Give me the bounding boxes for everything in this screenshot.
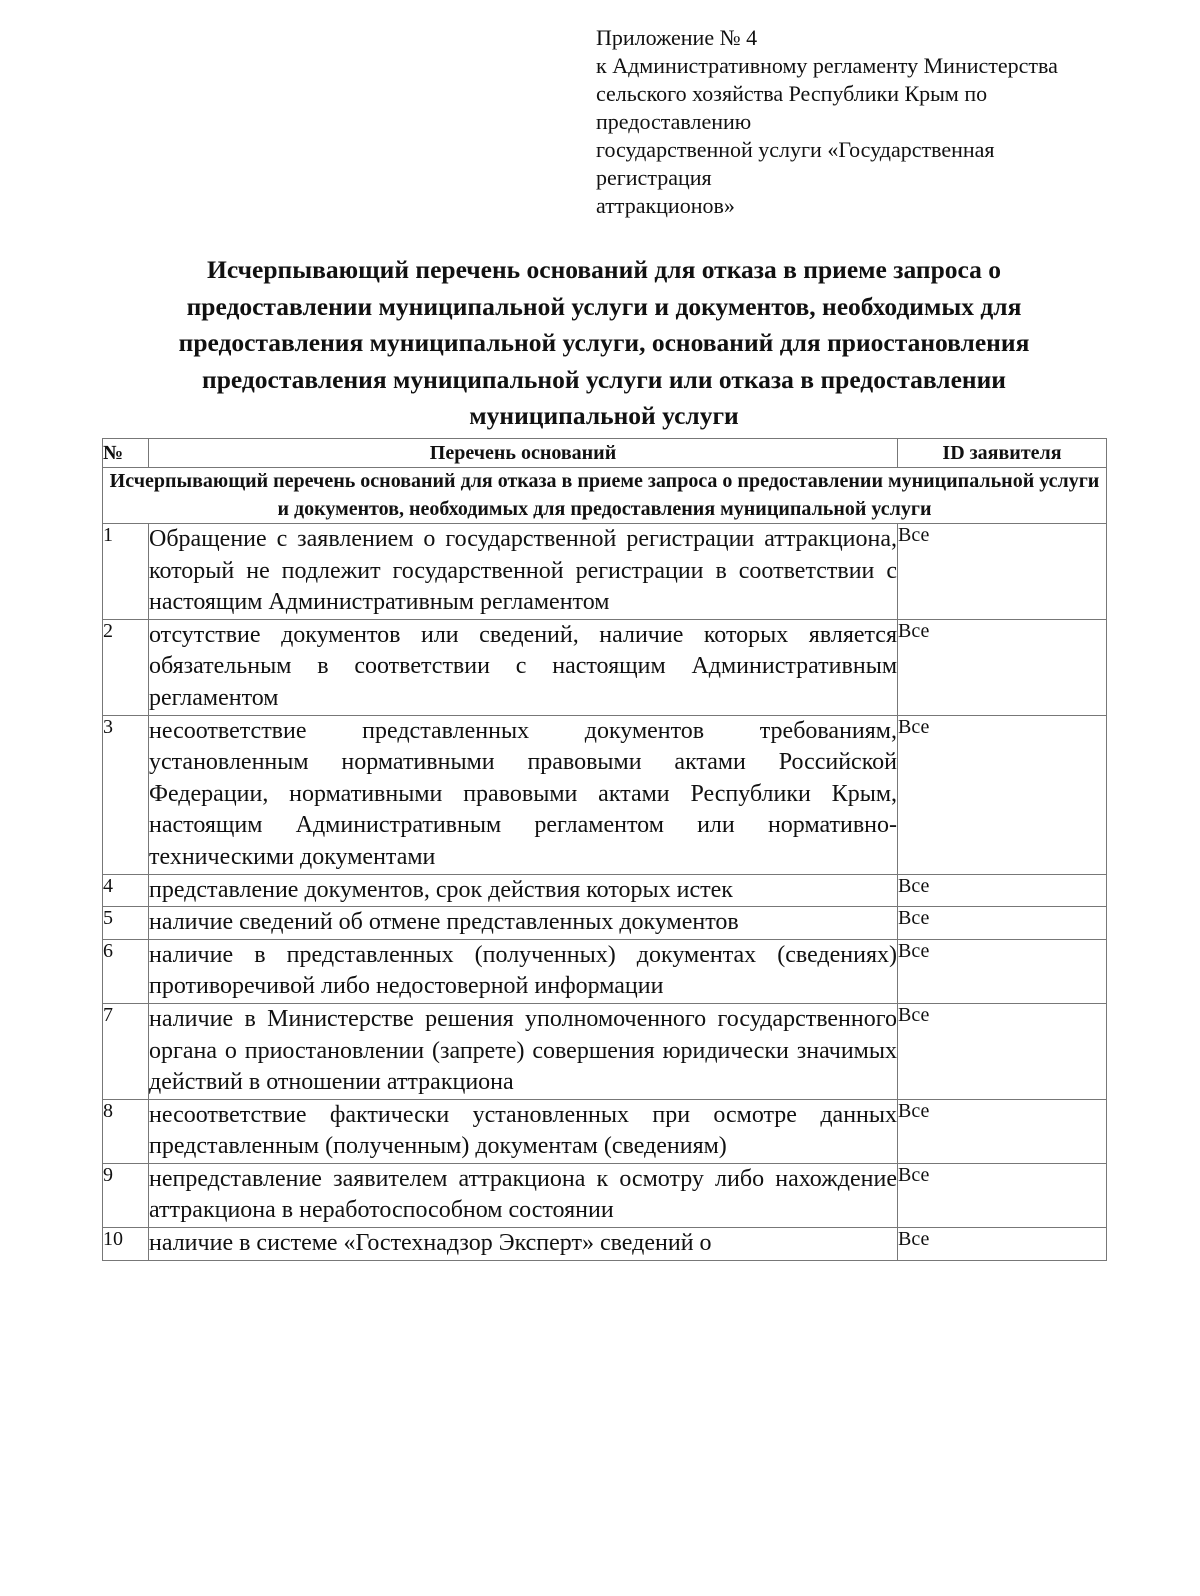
row-number: 6 <box>103 939 149 1003</box>
appendix-line: государственной услуги «Государственная <box>596 137 995 162</box>
table-row <box>103 874 1107 907</box>
appendix-note <box>596 24 1156 220</box>
title-line: предоставления муниципальной услуги или отказа в предоставлении <box>202 364 1006 394</box>
row-ground-text: несоответствие фактически установленных при осмотре данных представленным (полученным) документам (сведениям) <box>149 1099 898 1163</box>
section-title: Исчерпывающий перечень оснований для отказа в приеме запроса о предоставлении муниципальной услуги и документов, необходимых для предоставления муниципальной услуги <box>103 468 1107 524</box>
table-row <box>103 907 1107 940</box>
row-ground-text: отсутствие документов или сведений, наличие которых является обязательным в соответствии с настоящим Административным регламентом <box>149 619 898 715</box>
row-applicant-id: Все <box>898 619 1107 715</box>
row-number: 9 <box>103 1163 149 1227</box>
row-applicant-id: Все <box>898 1003 1107 1099</box>
appendix-line: к Административному регламенту Министерства <box>596 53 1058 78</box>
grounds-table <box>102 438 1107 1261</box>
row-applicant-id: Все <box>898 874 1107 907</box>
section-row <box>103 468 1107 524</box>
appendix-line: предоставлению <box>596 109 752 134</box>
row-applicant-id: Все <box>898 1099 1107 1163</box>
row-applicant-id: Все <box>898 1163 1107 1227</box>
title-line: муниципальной услуги <box>469 401 739 430</box>
table-row <box>103 1003 1107 1099</box>
header-grounds: Перечень оснований <box>149 439 898 468</box>
row-number: 10 <box>103 1228 149 1261</box>
row-applicant-id: Все <box>898 524 1107 620</box>
appendix-line: Приложение № 4 <box>596 25 758 50</box>
title-line: предоставления муниципальной услуги, оснований для приостановления <box>178 328 1030 357</box>
appendix-line: сельского хозяйства Республики Крым по <box>596 81 988 106</box>
table-row <box>103 524 1107 620</box>
row-ground-text: наличие в Министерстве решения уполномоченного государственного органа о приостановлении (запрете) совершения юридически значимых действий в отношении аттракциона <box>149 1003 898 1099</box>
row-ground-text: непредставление заявителем аттракциона к осмотру либо нахождение аттракциона в неработоспособном состоянии <box>149 1163 898 1227</box>
document-title <box>100 252 1108 435</box>
row-number: 5 <box>103 907 149 940</box>
row-ground-text: представление документов, срок действия которых истек <box>149 874 898 907</box>
row-ground-text: наличие сведений об отмене представленных документов <box>149 907 898 940</box>
appendix-line: аттракционов» <box>596 193 735 218</box>
row-ground-text: Обращение с заявлением о государственной регистрации аттракциона, который не подлежит государственной регистрации в соответствии с настоящим Административным регламентом <box>149 524 898 620</box>
row-number: 8 <box>103 1099 149 1163</box>
title-line: Исчерпывающий перечень оснований для отказа в приеме запроса о <box>206 255 1002 284</box>
table-row <box>103 1099 1107 1163</box>
table-row <box>103 715 1107 874</box>
row-applicant-id: Все <box>898 939 1107 1003</box>
row-number: 2 <box>103 619 149 715</box>
row-applicant-id: Все <box>898 1228 1107 1261</box>
row-number: 3 <box>103 715 149 874</box>
row-applicant-id: Все <box>898 907 1107 940</box>
row-applicant-id: Все <box>898 715 1107 874</box>
row-ground-text: несоответствие представленных документов требованиям, установленным нормативными правовыми актами Российской Федерации, нормативными правовыми актами Республики Крым, настоящим Административным регламентом или нормативно-техническими документами <box>149 715 898 874</box>
row-number: 1 <box>103 524 149 620</box>
row-ground-text: наличие в системе «Гостехнадзор Эксперт» сведений о <box>149 1228 898 1261</box>
row-number: 4 <box>103 874 149 907</box>
table-row <box>103 1228 1107 1261</box>
table-row <box>103 619 1107 715</box>
table-header-row <box>103 439 1107 468</box>
table-row <box>103 939 1107 1003</box>
table-row <box>103 1163 1107 1227</box>
header-num: № <box>103 439 149 468</box>
row-ground-text: наличие в представленных (полученных) документах (сведениях) противоречивой либо недостоверной информации <box>149 939 898 1003</box>
appendix-line: регистрация <box>596 165 712 190</box>
row-number: 7 <box>103 1003 149 1099</box>
header-applicant-id: ID заявителя <box>898 439 1107 468</box>
title-line: предоставлении муниципальной услуги и документов, необходимых для <box>186 291 1022 321</box>
